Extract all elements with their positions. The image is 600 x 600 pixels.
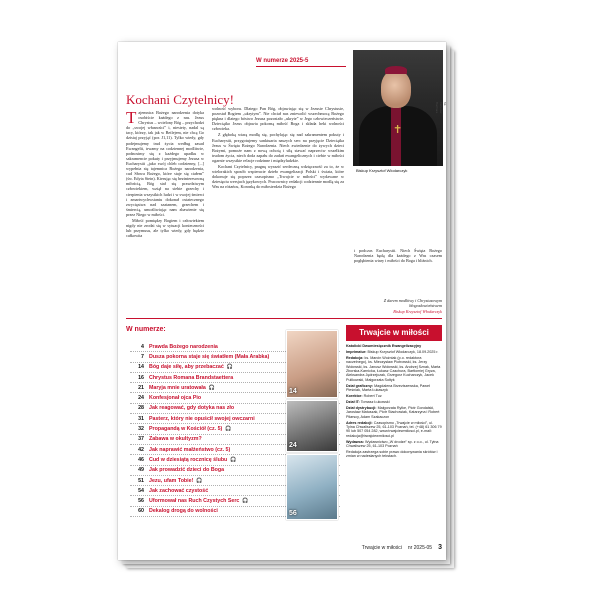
magazine-masthead: Trwajcie w miłości [346,325,442,341]
bishop-photo [353,50,443,166]
thumbnail-page-14[interactable] [286,330,338,398]
thumbnail-label: 24 [289,442,297,449]
editorial-paragraph-2: Miłość pomiędzy Bogiem i człowiekiem nigdy nie zrodzi się w sytuacji konieczności lub przymusu, ale tylko wtedy, gdy będzie całkowita [126,217,204,239]
toc-page-number: 14 [138,364,144,371]
photo-credit: fot. Ireneusz Bachara [435,102,447,114]
toc-title: Dekalog drogą do wolności [149,508,218,515]
toc-page-number: 54 [138,487,144,494]
impressum-text: Redakcja zastrzega sobie prawo dokonywania skrótów i zmian w nadesłanych tekstach. [346,450,438,459]
toc-page-number: 37 [138,436,144,443]
toc-page-number: 7 [141,353,144,360]
toc-title: Jak prowadzić dzieci do Boga [149,467,225,474]
signature-name: Biskup Krzysztof Włodarczyk [393,308,442,314]
headphones-icon: 🎧 [208,384,216,391]
toc-title: Prawda Bożego narodzenia [149,343,218,350]
toc-page-number: 42 [138,446,144,453]
toc-title: Pasterz, który nie opuścił swojej owczarni [149,415,255,422]
impressum-entry [346,400,442,404]
toc-page-number: 4 [141,343,144,350]
page-footer [308,544,442,551]
toc-page-number: 32 [138,426,144,433]
photo-caption: Biskup Krzysztof Włodarczyk [356,168,408,173]
toc-heading: W numerze: [126,326,166,333]
impressum-entry [346,356,442,382]
toc-page-number: 24 [138,395,144,402]
editorial-column-2 [212,106,344,190]
impressum-entry [346,384,442,393]
toc-title: Konfesjonał ojca Pio [149,395,202,402]
editorial-paragraph-1: ajemnica Bożego narodzenia dotyka osobiście każdego z nas. Jezus Chrystus – wcielony Bóg – przychodzi do „swojej własności” i, niestety, nadal są tacy, którzy, tak jak w Betlejem, nie chcą Go dzisiaj przyjąć (por. J1,11). Tylko wtedy, gdy podejmujemy trud życia według zasad Ewangelii, trwamy na codziennej modlitwie, podnosimy się z każdego upadku w sakramencie pokuty i przyjmujemy Jezusa w Eucharystii „jako swój chleb codzienny, [...] wypełnia się tajemnica Bożego narodzenia, cud Słowa Bożego, które staje się ciałem” (św. Edyta Stein). Kierując się bezinteresowną miłością, Bóg stał się prawdziwym człowiekiem, wziął na siebie grzechy i cierpienia wszystkich ludzi i w swojej śmierci i zmartwychwstaniu dokonał ostatecznego zwycięstwa nad szatanem, grzechem i śmiercią, umożliwiając nam zbawienie się przez Niego w miłości. [126,110,204,217]
thumbnail-label: 14 [289,388,297,395]
zucchetto-shape [385,66,407,74]
impressum-entry [346,344,442,348]
header-rule [256,66,346,67]
toc-page-number: 16 [138,374,144,381]
page-number: 3 [438,544,442,551]
toc-title: Jak zachować czystość [149,487,209,494]
impressum-entry [346,406,442,419]
toc-page-number: 49 [138,467,144,474]
toc-title: Jak reagować, gdy dotyka nas zło [149,405,235,412]
editorial-column-1 [126,110,204,238]
editorial-paragraph-4: Z głęboką wiarą modlę się, pochylając się nad sakramentem pokuty i Eucharystii, przygotujemy sanktuaria naszych serc na przyjęcie Dzieciątka Jezus w Święta Bożego Narodzenia. Niech zwiedzenie do żywych dzieci Bożymi, pomoże nam z nową ochotą i siłą stawać naprzeciw wszelkim trudom życia, niech doda zapału do zadań ewangelicznych i ciebie w miłości ogarnie wszystkie relacje rodzinne i międzyludzkie. [212,132,344,163]
impressum [346,344,442,460]
impressum-heading: Dział IT: [346,399,360,404]
footer-issue: nr 2025-05 [407,544,433,551]
toc-title: Chrystus Romana Brandstaettera [149,374,234,381]
impressum-entry [346,440,442,449]
toc-title: Maryja mnie uratowała [149,384,206,391]
footer-magazine: Trwajcie w miłości [361,544,402,551]
face-shape [381,70,411,108]
toc-title: Uformował nas Ruch Czystych Serc [149,498,240,505]
signature [354,298,442,314]
toc-page-number: 31 [138,415,144,422]
impressum-text: ks. Marcin Woźniak (p.o. redaktora naczelnego), ks. Mieczysław Piotrowski, ks. Jerzy Wołowski, ks. Janusz Wołowski, ks. Andrzej Sznak, Marta Zborska-Karnicka, Łukasz Czachura, Bartłomiej Gryza, Aleksandra Jędrzejczak, Grzegorz Kucharczyk, Jacek Pulikowski, Małgorzata Sołtyk [346,355,441,382]
editorial-paragraph-5: Kochani Czytelnicy, pragnę wyrazić serdeczną wdzięczność za to, że w wielorakich sposób wspieracie dzieło ewangelizacji Polski i świata, które dokonuje się poprzez czasopismo „Trwajcie w miłości” wydawane w dziesięciu wersjach językowych. Pracownicy redakcji codziennie modlą się za Was na różańcu, Koronką do miłosierdzia Bożego [212,164,344,190]
impressum-heading: Dział dystrybucji: [346,405,377,410]
headphones-icon: 🎧 [225,426,232,433]
thumbnail-label: 56 [289,510,297,517]
headphones-icon: 🎧 [230,456,237,463]
editorial-column-3 [354,248,442,263]
toc-page-number: 60 [138,508,144,515]
toc-title: Propagandą w Kościół (cz. 5) [149,426,223,433]
impressum-text: Magdalena Brzeziszewska, Paweł Pleśniak, Marta Łukaszyk [346,383,430,393]
issue-header: W numerze 2025-5 [256,58,309,64]
editorial-paragraph-6: i podczas Eucharystii. Niech Święta Bożego Narodzenia będą dla każdego z Was czasem pogłębienia wiary i miłości do Boga i bliźnich. [354,248,442,264]
toc-page-number: 46 [138,456,144,463]
toc-title: Bóg daje siłę, aby przebaczać [149,364,224,371]
impressum-text: Małgorzata Rylke, Piotr Gondalski, Jarosław Matuszak, Piotr Stachowiak, Katarzyna i Robert Piłarscy, Adam Szakaczon [346,405,440,419]
toc-page-number: 51 [138,477,144,484]
toc-page-number: 28 [138,405,144,412]
impressum-text: Tomasz Łukowski [360,399,390,404]
toc-title: Cud w dziesiątą rocznicę ślubu [149,456,228,463]
impressum-heading: Katolicki Dwumiesięcznik Ewangelizacyjny [346,344,422,348]
impressum-heading: Wydawca: [346,439,364,444]
signature-line-1: Z darem modlitwy i Chrystusowym [383,298,442,303]
editorial-title: Kochani Czytelnicy! [126,92,234,107]
impressum-heading: Korektor: [346,394,363,399]
toc-title: Jezu, ufam Tobie! [149,477,194,484]
section-rule [126,318,442,319]
toc-page-number: 56 [138,498,144,505]
toc-title: Jak naprawić małżeństwo (cz. 5) [149,446,231,453]
impressum-entry [346,450,442,459]
impressum-heading: Imprimatur: [346,349,367,354]
impressum-entry [346,421,442,439]
magazine-page [118,42,446,560]
impressum-entry [346,394,442,398]
headphones-icon: 🎧 [196,477,203,484]
toc-title: Zabawa w okultyzm? [149,436,202,443]
impressum-text: Czasopismo „Trwajcie w miłości”, ul. Tylna Chwaliszew 25, 61-103 Poznań, tel. (+48) 61 306 79 90 lub 507 054 282, www.trwajciewmilosci.pl, e-mail: redakcja@trwajciewmilosci.pl [346,420,442,438]
pectoral-cross-icon: ✝ [393,124,403,136]
toc-title: Dusza pokorna staje się światłem (Mała Arabka) [149,353,270,360]
headphones-icon: 🎧 [226,364,234,371]
dropcap: T [126,108,137,127]
headphones-icon: 🎧 [242,498,249,505]
impressum-heading: Dział graficzny: [346,383,374,388]
signature-line-2: błogosławieństwem [409,303,442,309]
thumbnail-page-24[interactable] [286,400,338,452]
thumbnail-page-56[interactable] [286,454,338,520]
impressum-text: Biskup Krzysztof Włodarczyk, 18.09.2025 r. [367,349,439,354]
impressum-entry [346,350,442,354]
sash-shape [391,106,401,166]
impressum-text: Robert Tuz [363,394,382,399]
impressum-text: Wydawnictwo „W drodze” sp. z o.o., ul. Tylna Chwaliszew 25, 61-103 Poznań [346,439,439,449]
editorial-paragraph-3: wolność wyboru. Dlatego Pan Bóg, objawiając się w Jezusie Chrystusie, pozostał Bogiem „ukrytym”. Nie chciał nas zniewolić wszechmocą Bożego piękna i dlatego bóstwo Jezusa pozostało „ukryte” w Jego człowieczeństwie. Dzieciątko Jezus objawia pokorną miłość Boga i składa heki wolności człowieka. [212,106,344,132]
impressum-heading: Adres redakcji: [346,420,373,425]
impressum-heading: Redakcja: [346,355,364,360]
toc-page-number: 21 [138,384,144,391]
